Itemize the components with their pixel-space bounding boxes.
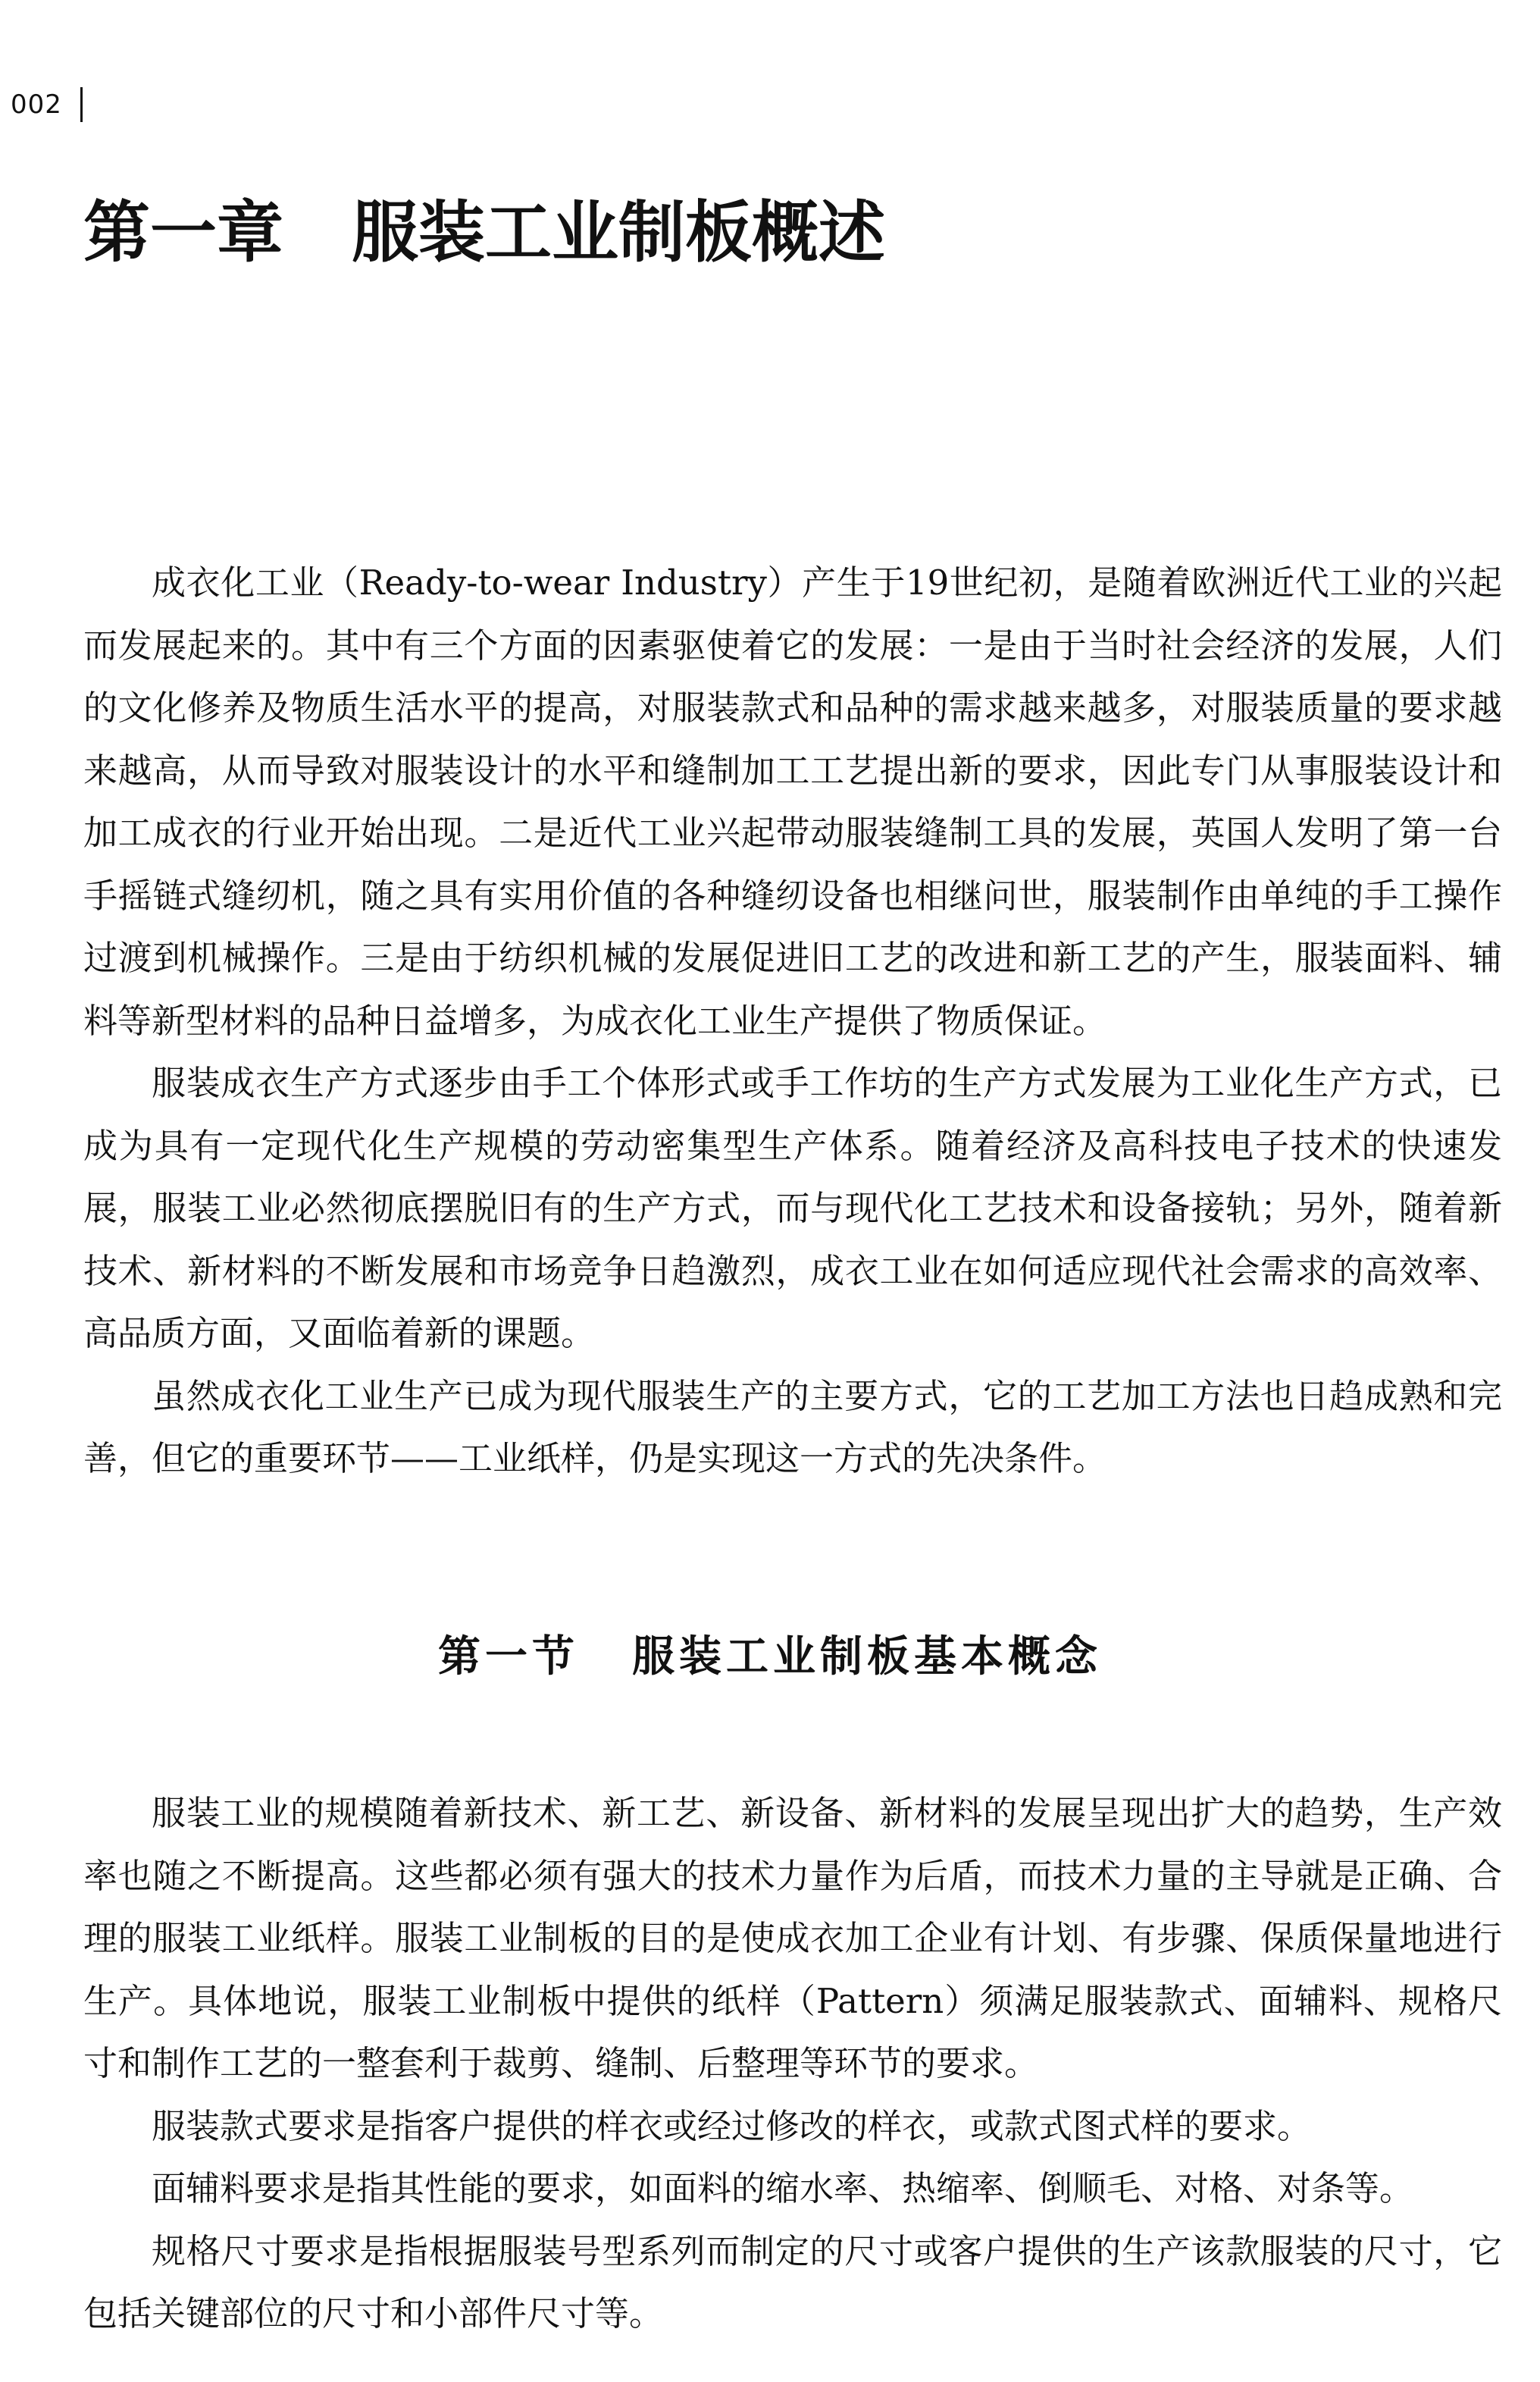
paragraph: 面辅料要求是指其性能的要求，如面料的缩水率、热缩率、倒顺毛、对格、对条等。: [152, 2168, 1414, 2208]
chapter-title: [83, 186, 885, 277]
paragraph: 服装款式要求是指客户提供的样衣或经过修改的样衣，或款式图式样的要求。: [152, 2105, 1312, 2146]
page-number: 002: [11, 89, 62, 120]
paragraph: 规格尺寸要求是指根据服装号型系列而制定的尺寸或客户提供的生产该款服装的尺寸，它包括关键部位的尺寸和小部件尺寸等。: [83, 2230, 1502, 2333]
paragraph: 服装成衣生产方式逐步由手工个体形式或手工作坊的生产方式发展为工业化生产方式，已成为具有一定现代化生产规模的劳动密集型生产体系。随着经济及高科技电子技术的快速发展，服装工业必然彻底摆脱旧有的生产方式，而与现代化工艺技术和设备接轨；另外，随着新技术、新材料的不断发展和市场竞争日趋激烈，成衣工业在如何适应现代社会需求的高效率、高品质方面，又面临着新的课题。: [83, 1063, 1502, 1353]
page-header: [11, 83, 83, 126]
section-name: 服装工业制板基本概念: [632, 1632, 1102, 1682]
chapter-intro: [83, 552, 1502, 1490]
section-label: 第一节: [438, 1632, 579, 1682]
chapter-name: 服装工业制板概述: [352, 193, 886, 271]
header-divider: [80, 87, 83, 122]
section-body: [83, 1782, 1502, 2346]
paragraph: 服装工业的规模随着新技术、新工艺、新设备、新材料的发展呈现出扩大的趋势，生产效率也随之不断提高。这些都必须有强大的技术力量作为后盾，而技术力量的主导就是正确、合理的服装工业纸样。服装工业制板的目的是使成衣加工企业有计划、有步骤、保质保量地进行生产。具体地说，服装工业制板中提供的纸样（Pattern）须满足服装款式、面辅料、规格尺寸和制作工艺的一整套利于裁剪、缝制、后整理等环节的要求。: [83, 1793, 1502, 2083]
section-title: [0, 1627, 1540, 1688]
chapter-label: 第一章: [83, 193, 284, 271]
paragraph: 虽然成衣化工业生产已成为现代服装生产的主要方式，它的工艺加工方法也日趋成熟和完善，但它的重要环节——工业纸样，仍是实现这一方式的先决条件。: [83, 1375, 1502, 1478]
paragraph: 成衣化工业（Ready-to-wear Industry）产生于19世纪初，是随着欧洲近代工业的兴起而发展起来的。其中有三个方面的因素驱使着它的发展：一是由于当时社会经济的发展，人们的文化修养及物质生活水平的提高，对服装款式和品种的需求越来越多，对服装质量的要求越来越高，从而导致对服装设计的水平和缝制加工工艺提出新的要求，因此专门从事服装设计和加工成衣的行业开始出现。二是近代工业兴起带动服装缝制工具的发展，英国人发明了第一台手摇链式缝纫机，随之具有实用价值的各种缝纫设备也相继问世，服装制作由单纯的手工操作过渡到机械操作。三是由于纺织机械的发展促进旧工艺的改进和新工艺的产生，服装面料、辅料等新型材料的品种日益增多，为成衣化工业生产提供了物质保证。: [83, 563, 1502, 1041]
